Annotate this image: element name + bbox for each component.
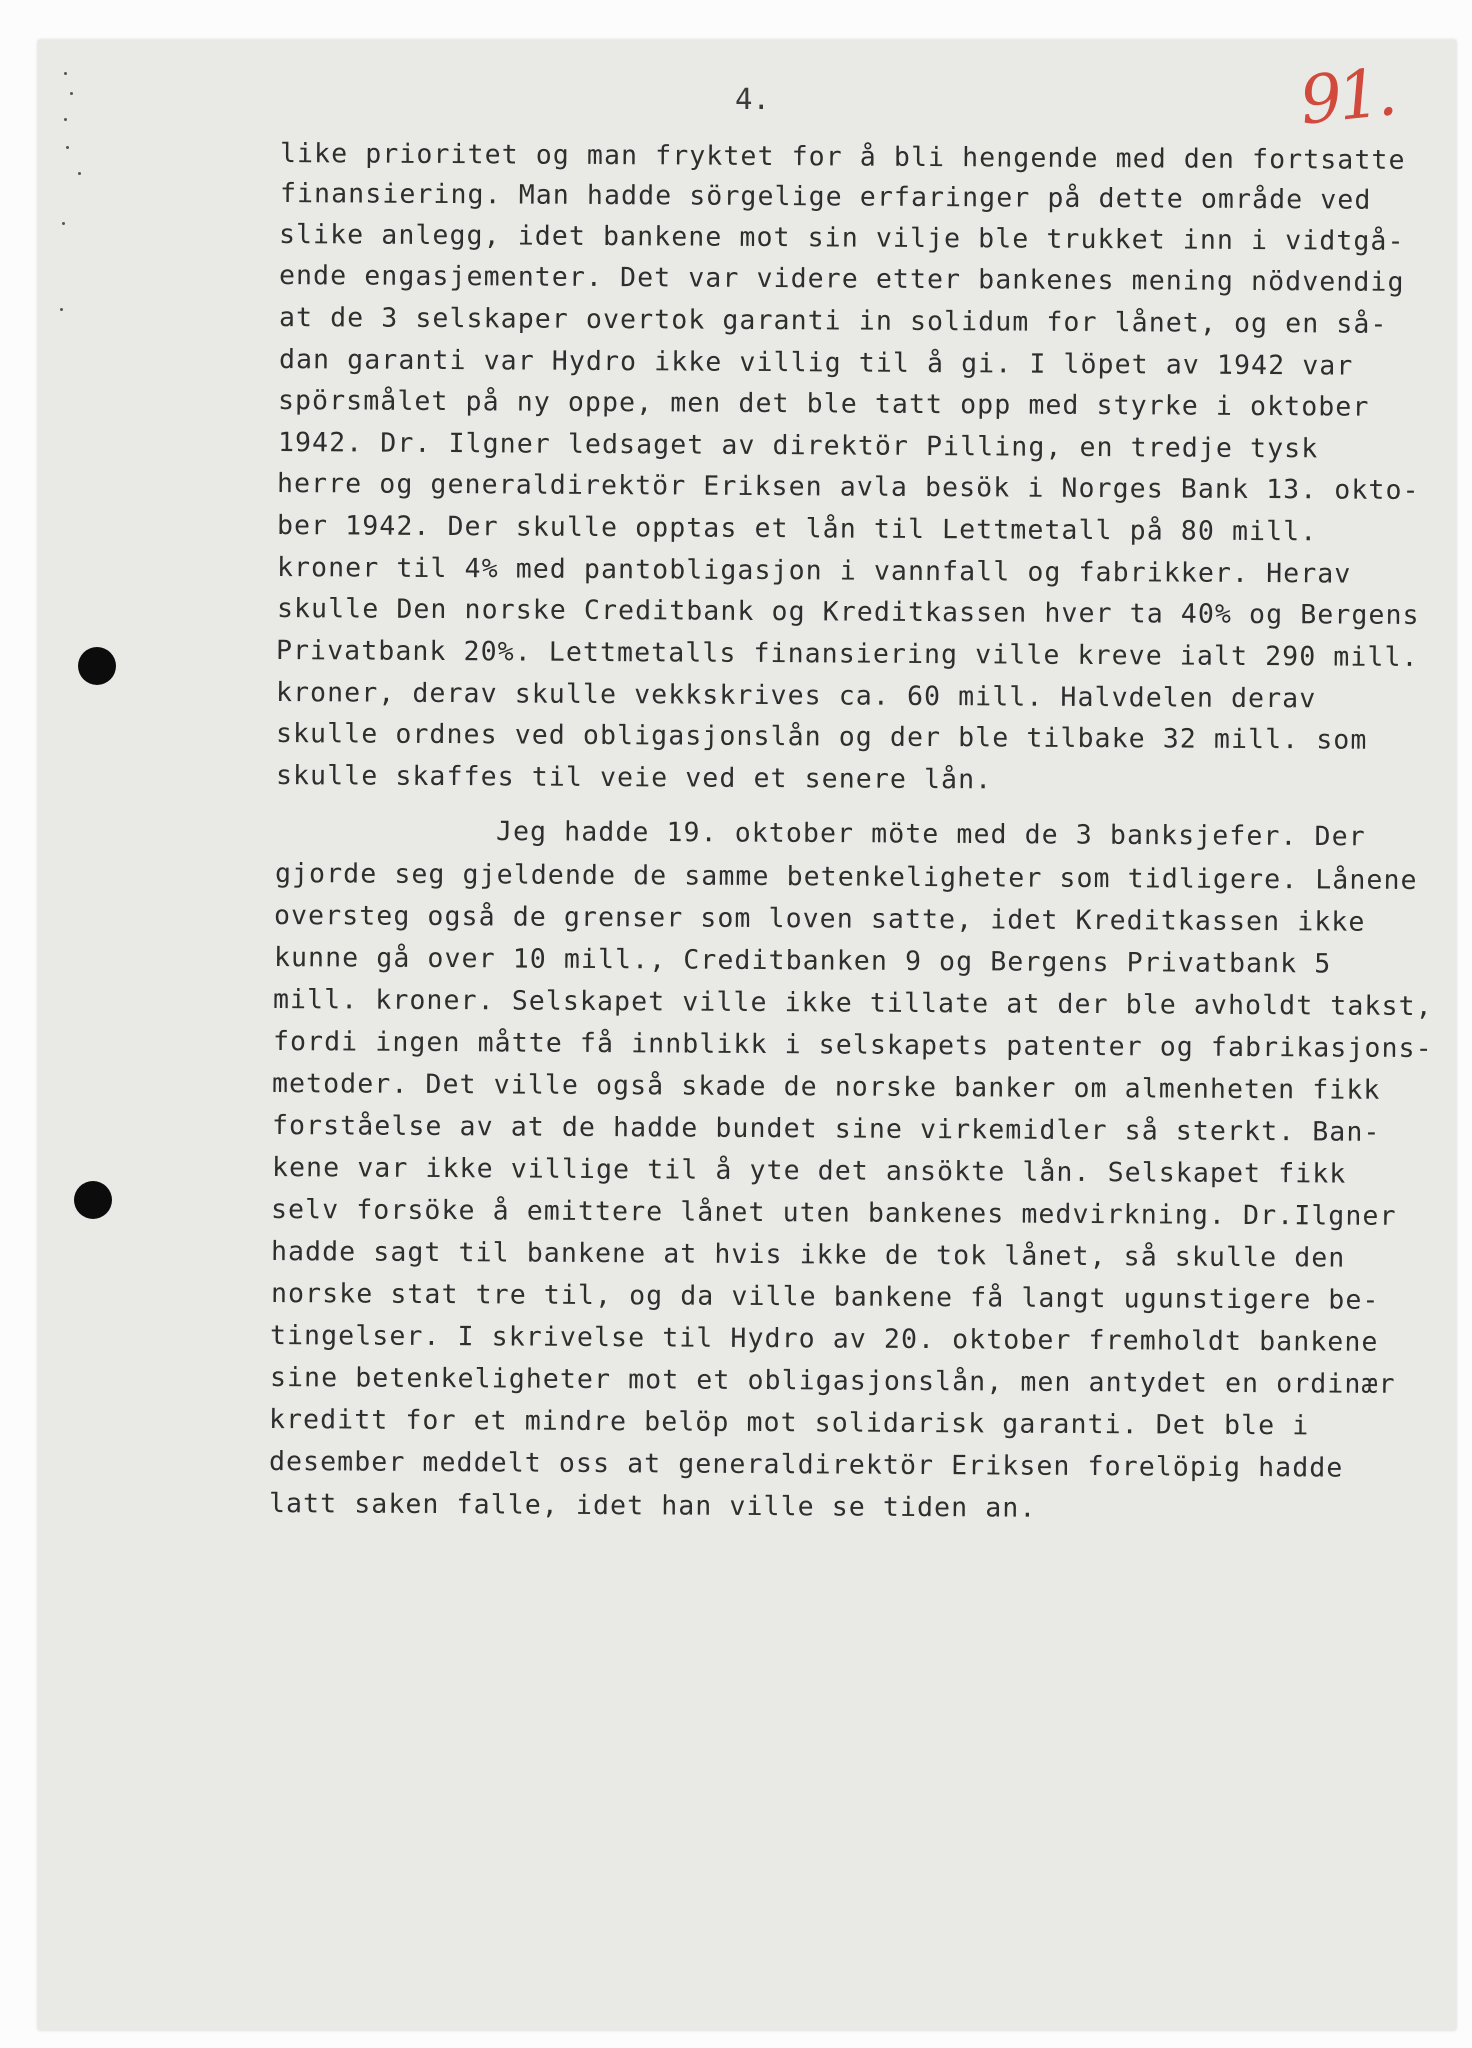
text-line: kene var ikke villige til å yte det ansökte lån. Selskapet fikk bbox=[271, 1152, 1347, 1190]
text-line: at de 3 selskaper overtok garanti in solidum for lånet, og en så- bbox=[278, 302, 1388, 340]
text-line: Jeg hadde 19. oktober möte med de 3 banksjefer. Der bbox=[495, 816, 1366, 853]
text-line: spörsmålet på ny oppe, men det ble tatt opp med styrke i oktober bbox=[277, 385, 1370, 423]
text-line: 1942. Dr. Ilgner ledsaget av direktör Pilling, en tredje tysk bbox=[277, 427, 1319, 465]
text-line: like prioritet og man fryktet for å bli hengende med den fortsatte bbox=[279, 138, 1406, 176]
text-line: skulle Den norske Creditbank og Kreditkassen hver ta 40% og Bergens bbox=[276, 593, 1420, 631]
text-line: gjorde seg gjeldende de samme betenkeligheter som tidligere. Lånene bbox=[274, 858, 1418, 896]
text-line: mill. kroner. Selskapet ville ikke tillate at der ble avholdt takst, bbox=[272, 984, 1433, 1023]
text-line: kroner til 4% med pantobligasjon i vannfall og fabrikker. Herav bbox=[276, 552, 1352, 590]
text-line: slike anlegg, idet bankene mot sin vilje ble trukket inn i vidtgå- bbox=[278, 219, 1405, 257]
text-line: Privatbank 20%. Lettmetalls finansiering ville kreve ialt 290 mill. bbox=[275, 635, 1419, 673]
page-number: 4. bbox=[735, 82, 770, 116]
text-line: oversteg også de grenser som loven satte, idet Kreditkassen ikke bbox=[273, 900, 1366, 938]
text-line: fordi ingen måtte få innblikk i selskapets patenter og fabrikasjons- bbox=[272, 1026, 1433, 1065]
text-line: tingelser. I skrivelse til Hydro av 20. oktober fremholdt bankene bbox=[269, 1320, 1379, 1358]
text-line: hadde sagt til bankene at hvis ikke de tok lånet, så skulle den bbox=[270, 1236, 1346, 1274]
text-line: desember meddelt oss at generaldirektör Eriksen forelöpig hadde bbox=[268, 1446, 1344, 1484]
text-line: ende engasjementer. Det var videre etter bankenes mening nödvendig bbox=[278, 260, 1405, 298]
text-line: kunne gå over 10 mill., Creditbanken 9 og Bergens Privatbank 5 bbox=[273, 942, 1332, 980]
handwritten-folio-number: 91. bbox=[1296, 53, 1397, 140]
text-line: kreditt for et mindre belöp mot solidarisk garanti. Det ble i bbox=[268, 1404, 1310, 1442]
text-line: herre og generaldirektör Eriksen avla besök i Norges Bank 13. okto- bbox=[276, 468, 1420, 506]
text-line: skulle skaffes til veie ved et senere lån. bbox=[275, 760, 993, 796]
text-line: dan garanti var Hydro ikke villig til å gi. I löpet av 1942 var bbox=[278, 344, 1354, 382]
text-line: ber 1942. Der skulle opptas et lån til Lettmetall på 80 mill. bbox=[276, 510, 1318, 548]
text-line: metoder. Det ville også skade de norske banker om almenheten fikk bbox=[271, 1068, 1381, 1106]
text-line: selv forsöke å emittere lånet uten bankenes medvirkning. Dr.Ilgner bbox=[270, 1194, 1397, 1232]
text-line: sine betenkeligheter mot et obligasjonslån, men antydet en ordinær bbox=[269, 1362, 1396, 1400]
text-line: latt saken falle, idet han ville se tiden an. bbox=[268, 1488, 1037, 1524]
text-line: norske stat tre til, og da ville bankene få langt ugunstigere be- bbox=[270, 1278, 1380, 1316]
text-line: forståelse av at de hadde bundet sine virkemidler så sterkt. Ban- bbox=[271, 1110, 1381, 1148]
text-line: finansiering. Man hadde sörgelige erfaringer på dette område ved bbox=[279, 178, 1372, 216]
text-line: skulle ordnes ved obligasjonslån og der ble tilbake 32 mill. som bbox=[275, 718, 1368, 756]
text-line: kroner, derav skulle vekkskrives ca. 60 mill. Halvdelen derav bbox=[275, 677, 1317, 715]
